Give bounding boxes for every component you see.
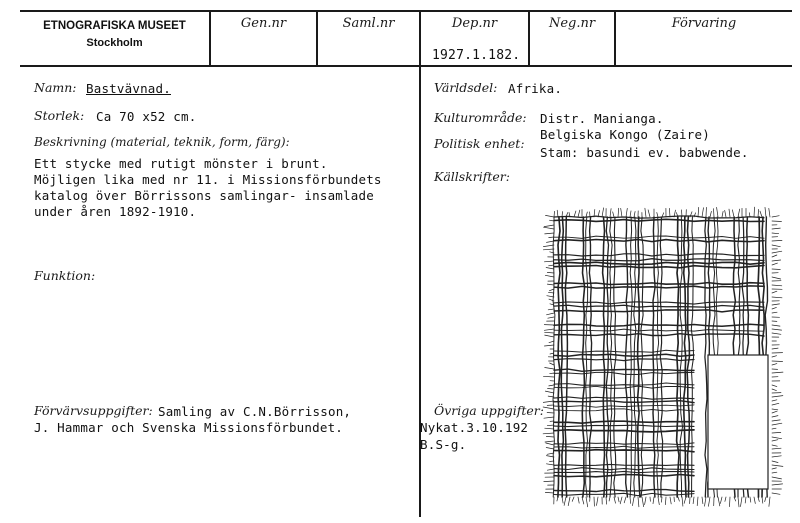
funktion-label: Funktion: xyxy=(34,268,96,283)
saml-nr-label: Saml.nr xyxy=(342,16,395,31)
museum-city: Stockholm xyxy=(86,37,143,49)
gen-nr-label: Gen.nr xyxy=(240,16,287,31)
dep-nr-label: Dep.nr xyxy=(451,16,498,31)
kallskrifter-label: Källskrifter: xyxy=(434,169,510,184)
beskrivning-line: katalog över Börrissons samlingar- insamlade xyxy=(34,188,374,203)
ovriga-label: Övriga uppgifter: xyxy=(434,403,544,418)
textile-sketch xyxy=(540,205,785,510)
politisk-value-1: Belgiska Kongo (Zaire) xyxy=(540,127,710,142)
varldsdel-value: Afrika. xyxy=(508,81,563,96)
header-bottom-border xyxy=(20,65,792,67)
forvaring-label: Förvaring xyxy=(671,16,737,31)
beskrivning-line: Möjligen lika med nr 11. i Missionsförbundets xyxy=(34,172,382,187)
beskrivning-label: Beskrivning (material, teknik, form, färg): xyxy=(34,135,290,149)
neg-nr-label: Neg.nr xyxy=(548,16,596,31)
forvarv-value-1: Samling av C.N.Börrisson, xyxy=(158,404,352,419)
forvarv-label: Förvärvsuppgifter: xyxy=(34,403,153,418)
beskrivning-text xyxy=(34,156,382,220)
storlek-value: Ca 70 x52 cm. xyxy=(96,109,197,124)
varldsdel-label: Världsdel: xyxy=(434,80,498,95)
kulturomrade-value: Distr. Manianga. xyxy=(540,111,664,126)
beskrivning-line: under åren 1892-1910. xyxy=(34,204,197,219)
dep-nr-value: 1927.1.182. xyxy=(432,48,521,63)
politisk-label: Politisk enhet: xyxy=(434,136,525,151)
ovriga-value-2: B.S-g. xyxy=(420,437,467,452)
header-top-border xyxy=(20,10,792,12)
beskrivning-line: Ett stycke med rutigt mönster i brunt. xyxy=(34,156,328,171)
namn-label: Namn: xyxy=(34,80,77,95)
museum-name: ETNOGRAFISKA MUSEET xyxy=(43,20,186,32)
storlek-label: Storlek: xyxy=(34,108,85,123)
forvarv-value-2: J. Hammar och Svenska Missionsförbundet. xyxy=(34,420,344,435)
politisk-value-2: Stam: basundi ev. babwende. xyxy=(540,145,749,160)
namn-value: Bastvävnad. xyxy=(86,81,171,96)
ovriga-value-1: Nykat.3.10.192 xyxy=(420,420,529,435)
kulturomrade-label: Kulturområde: xyxy=(434,110,527,125)
